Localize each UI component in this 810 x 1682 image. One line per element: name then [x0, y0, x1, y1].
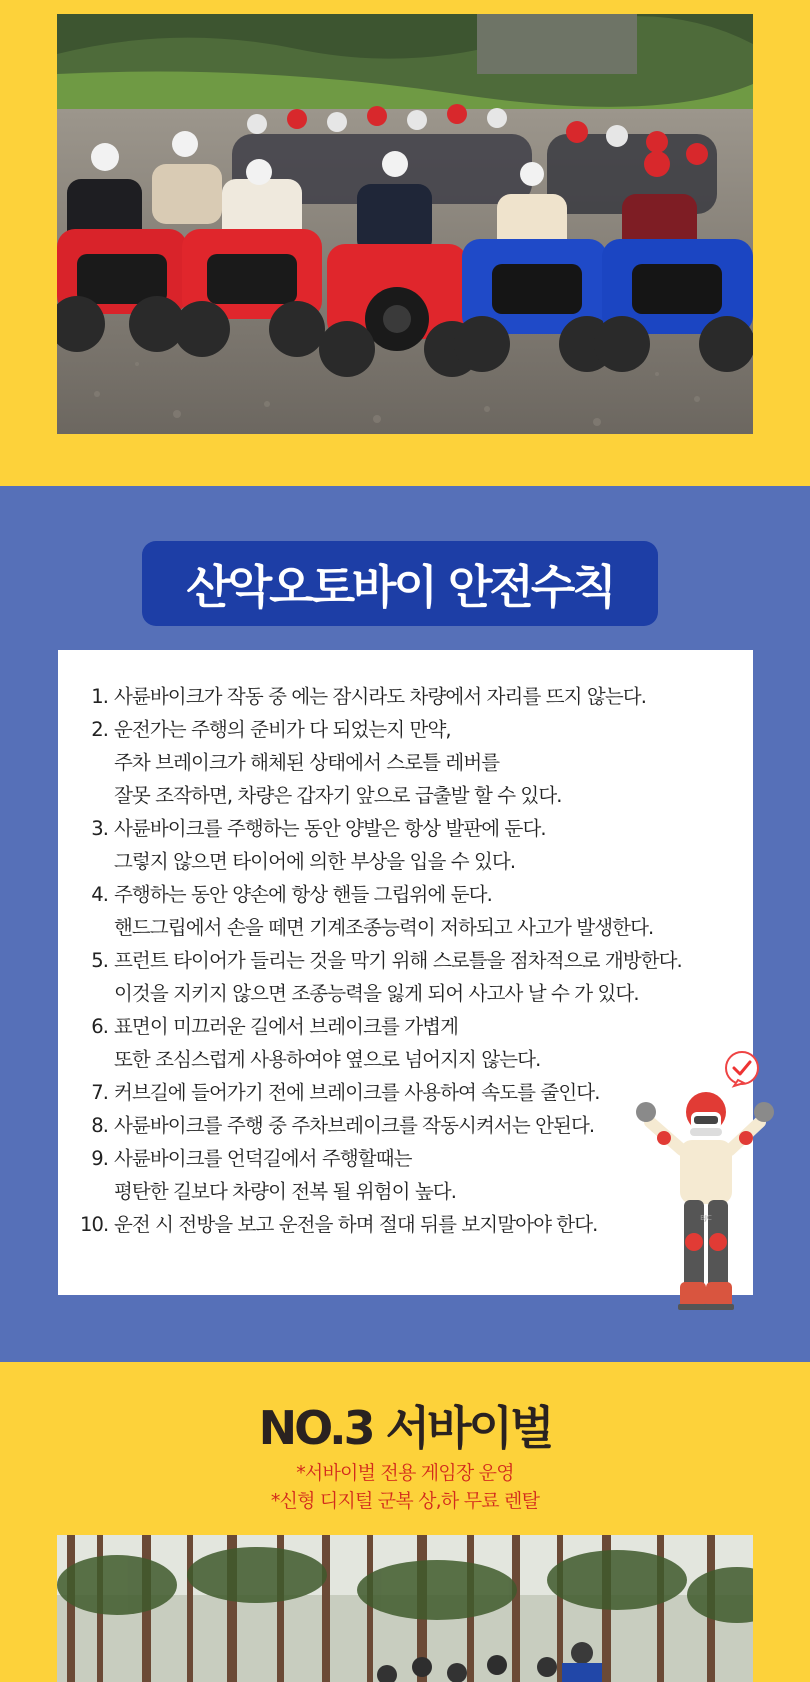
rule-line: 사륜바이크를 언덕길에서 주행할때는 [114, 1147, 412, 1170]
survival-section [0, 1362, 810, 1682]
survival-note-1: *서바이벌 전용 게임장 운영 [296, 1462, 514, 1484]
rule-line: 핸드그립에서 손을 떼면 기계조종능력이 저하되고 사고가 발생한다. [114, 916, 654, 939]
rule-number: 6. [91, 1015, 108, 1038]
survival-title: NO.3 서바이벌 [258, 1401, 552, 1455]
rule-line: 또한 조심스럽게 사용하여야 옆으로 넘어지지 않는다. [114, 1048, 541, 1071]
rule-number: 2. [91, 718, 108, 741]
rule-number: 7. [91, 1081, 108, 1104]
rule-item [80, 944, 720, 1010]
rule-item [80, 1208, 720, 1241]
rider-mascot-illustration [628, 1050, 780, 1312]
survival-group-photo [57, 1535, 753, 1682]
rule-item [80, 1109, 720, 1142]
rule-line: 잘못 조작하면, 차량은 갑자기 앞으로 급출발 할 수 있다. [114, 784, 562, 807]
survival-note-2: *신형 디지털 군복 상,하 무료 렌탈 [270, 1490, 540, 1512]
rule-text [114, 1208, 597, 1241]
rule-number: 4. [91, 883, 108, 906]
rule-item [80, 1076, 720, 1109]
rule-line: 운전가는 주행의 준비가 다 되었는지 만약, [114, 718, 451, 741]
rule-number: 9. [91, 1147, 108, 1170]
rule-text [114, 1142, 456, 1208]
rule-line: 주차 브레이크가 해체된 상태에서 스로틀 레버를 [114, 751, 500, 774]
rule-text [114, 812, 546, 878]
rule-text [114, 878, 653, 944]
rule-text [114, 1076, 600, 1109]
rule-text [114, 1010, 540, 1076]
rule-line: 커브길에 들어가기 전에 브레이크를 사용하여 속도를 줄인다. [114, 1081, 600, 1104]
rule-text [114, 713, 562, 812]
rules-list [80, 680, 720, 1241]
safety-rules-section [0, 486, 810, 1362]
rule-line: 표면이 미끄러운 길에서 브레이크를 가볍게 [114, 1015, 459, 1038]
rule-line: 프런트 타이어가 들리는 것을 막기 위해 스로틀을 점차적으로 개방한다. [114, 949, 682, 972]
atv-group-photo [57, 14, 753, 434]
rule-text [114, 1109, 594, 1142]
rule-line: 사륜바이크가 작동 중 에는 잠시라도 차량에서 자리를 뜨지 않는다. [114, 685, 646, 708]
rule-number: 8. [91, 1114, 108, 1137]
rule-number: 10. [80, 1213, 109, 1236]
rule-item [80, 878, 720, 944]
rule-item [80, 1010, 720, 1076]
atv-photo-section [0, 0, 810, 486]
rule-item [80, 680, 720, 713]
rule-number: 5. [91, 949, 108, 972]
rule-number: 3. [91, 817, 108, 840]
rule-item [80, 1142, 720, 1208]
safety-title-banner [142, 541, 658, 626]
rule-line: 운전 시 전방을 보고 운전을 하며 절대 뒤를 보지말아야 한다. [114, 1213, 598, 1236]
rule-item [80, 812, 720, 878]
rule-line: 사륜바이크를 주행하는 동안 양발은 항상 발판에 둔다. [114, 817, 546, 840]
rule-text [114, 944, 682, 1010]
rule-line: 평탄한 길보다 차량이 전복 될 위험이 높다. [114, 1180, 457, 1203]
rule-line: 사륜바이크를 주행 중 주차브레이크를 작동시켜서는 안된다. [114, 1114, 595, 1137]
svg-text:BJC: BJC [700, 1214, 712, 1222]
rule-number: 1. [91, 685, 108, 708]
rule-item [80, 713, 720, 812]
rule-line: 이것을 지키지 않으면 조종능력을 잃게 되어 사고사 날 수 가 있다. [114, 982, 639, 1005]
rule-line: 주행하는 동안 양손에 항상 핸들 그립위에 둔다. [114, 883, 492, 906]
rule-line: 그렇지 않으면 타이어에 의한 부상을 입을 수 있다. [114, 850, 516, 873]
rule-text [114, 680, 646, 713]
safety-title: 산악오토바이 안전수칙 [186, 559, 614, 614]
